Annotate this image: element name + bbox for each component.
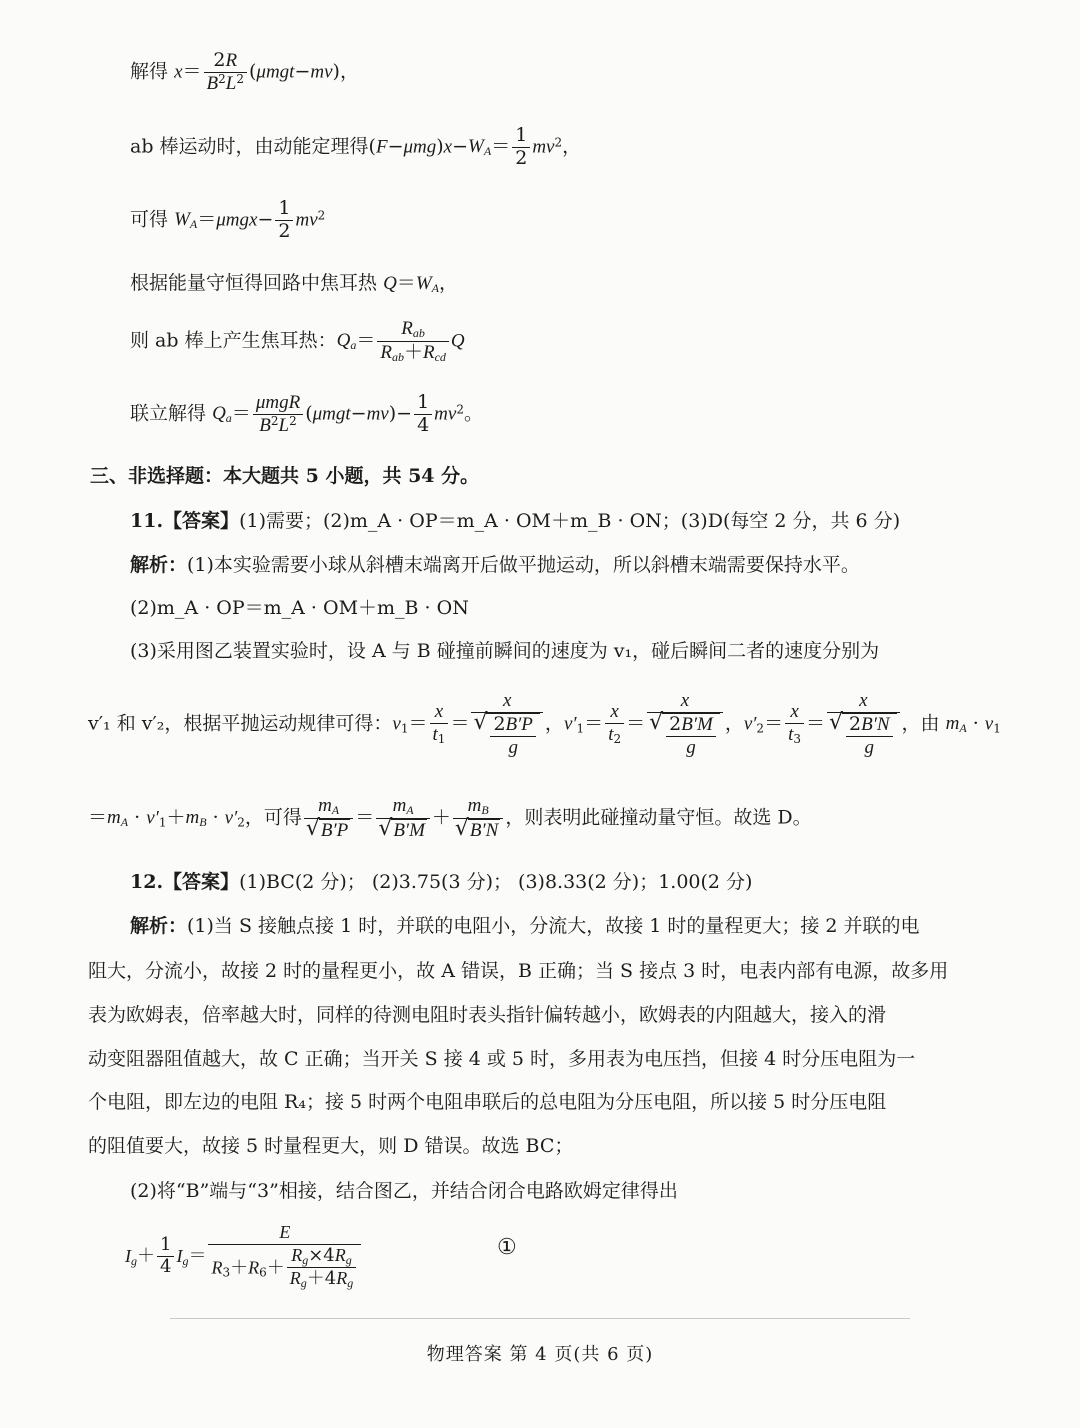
- q11-analysis-3: (3)采用图乙装置实验时，设 A 与 B 碰撞前瞬间的速度为 v₁，碰后瞬间二者的速度分别为: [130, 640, 880, 662]
- q11-label: 11.【答案】: [130, 510, 240, 532]
- derivation-line-6: 联立解得 $Q_a=$ $\frac{\text{μmgR}}{B^2L^2}$ (μmgt−mv)− $\frac{1}{4}$ $mv^2$。: [130, 391, 483, 436]
- derivation-line-3: 可得 $W_A=\mu mgx-$ $\frac{1}{2}$ $mv^2$: [130, 197, 326, 242]
- line-text: 联立解得: [130, 402, 207, 425]
- q12-analysis-line-5: 的阻值要大，故接 5 时量程更大，则 D 错误。故选 BC；: [88, 1135, 574, 1157]
- q11-analysis-label: 解析：: [130, 554, 188, 576]
- line-text: 则 ab 棒上产生焦耳热：: [130, 329, 337, 352]
- q11-analysis-2: (2)m_A · OP＝m_A · OM＋m_B · ON: [130, 597, 469, 619]
- q12-analysis-2: (2)将“B”端与“3”相接，结合图乙，并结合闭合电路欧姆定律得出: [130, 1180, 678, 1202]
- q12-analysis-label: 解析：: [130, 915, 188, 937]
- line-text: 根据能量守恒得回路中焦耳热: [130, 272, 378, 294]
- q11-answer-text: (1)需要；(2)m_A · OP＝m_A · OM＋m_B · ON；(3)D(每空 2 分，共 6 分): [239, 510, 901, 532]
- line-text: ab 棒运动时，由动能定理得: [130, 135, 369, 158]
- q12-analysis-line-2: 表为欧姆表，倍率越大时，同样的待测电阻时表头指针偏转越小，欧姆表的内阻越大，接入的滑: [88, 1004, 887, 1026]
- q12-label: 12.【答案】: [130, 871, 240, 893]
- equation-1: $I_g+$ $\frac{1}{4}$ $I_g=$ E $R_3+R_6+$ $\frac{R_g\times 4R_g}{R_g+4R_g}$: [125, 1222, 363, 1291]
- line-prefix: 可得: [130, 208, 169, 231]
- q12-answer: [130, 871, 752, 894]
- q11-analysis-5: $=m_A \cdot v'_1+m_B \cdot v'_2$，可得 $m_A$ √ B′P ＝ $m_A$ √ B′M ＋ $m_B$ √ B′N ，则表明此碰撞动量守恒。故选 D。: [88, 795, 812, 842]
- q12-analysis-line-0: [130, 915, 920, 938]
- q12-analysis-line-4: 个电阻，即左边的电阻 R₄；接 5 时两个电阻串联后的总电阻为分压电阻，所以接 5 时分压电阻: [88, 1091, 887, 1113]
- equation-marker: ①: [497, 1235, 517, 1260]
- q11-answer: [130, 510, 900, 533]
- section-heading: 三、非选择题：本大题共 5 小题，共 54 分。: [90, 465, 480, 487]
- derivation-line-5: 则 ab 棒上产生焦耳热：$Q_a=$ $\frac{R_{ab}}{R_{ab}+R_{cd}}$ Q: [130, 318, 465, 364]
- q11-analysis-1: [130, 554, 860, 577]
- q12-analysis-line-1: 阻大，分流小，故接 2 时的量程更小，故 A 错误，B 正确；当 S 接点 3 时，电表内部有电源，故多用: [88, 960, 949, 982]
- footer-divider: [170, 1318, 910, 1319]
- page-footer: 物理答案 第 4 页(共 6 页): [426, 1344, 654, 1365]
- derivation-line-4: 根据能量守恒得回路中焦耳热 $Q=W_A$，: [130, 272, 458, 295]
- q11-analysis-5-end: ，则表明此碰撞动量守恒。故选 D。: [505, 806, 812, 829]
- q11-analysis-4-text: v′₁ 和 v′₂，根据平抛运动规律可得：: [88, 712, 393, 735]
- q12-answer-text: (1)BC(2 分)； (2)3.75(3 分)； (3)8.33(2 分)；1.00(2 分): [239, 871, 753, 893]
- q12-analysis-line-3: 动变阻器阻值越大，故 C 正确；当开关 S 接 4 或 5 时，多用表为电压挡，但接 4 时分压电阻为一: [88, 1048, 916, 1070]
- q11-analysis-4: v′₁ 和 v′₂，根据平抛运动规律可得：$v_1=$ $\frac{x}{t_1}$ ＝ x √ $\frac{2B'P}{g}$ ，$v'_1=$ $\frac{x}{t_2}$ ＝ x √ $\frac{2B'M}{g}$ ，$v'_2=$ $\frac{x}{t_3}$ ＝ x √ $\frac{2B'N}{g}$ ，由 $m_A \cdot v_1$: [88, 690, 1001, 759]
- q12-analysis-text: (1)当 S 接触点接 1 时，并联的电阻小，分流大，故接 1 时的量程更大；接 2 并联的电: [187, 915, 920, 937]
- derivation-line-1: 解得 x＝ $\frac{2R}{B^2L^2}$ (μmgt−mv)，: [130, 49, 359, 94]
- q11-analysis-1-text: (1)本实验需要小球从斜槽末端离开后做平抛运动，所以斜槽末端需要保持水平。: [187, 554, 860, 576]
- derivation-line-2: ab 棒运动时，由动能定理得$(F-\mu mg)x-W_A=$ $\frac{1}{2}$ $mv^2$，: [130, 124, 582, 169]
- line-prefix: 解得: [130, 60, 169, 83]
